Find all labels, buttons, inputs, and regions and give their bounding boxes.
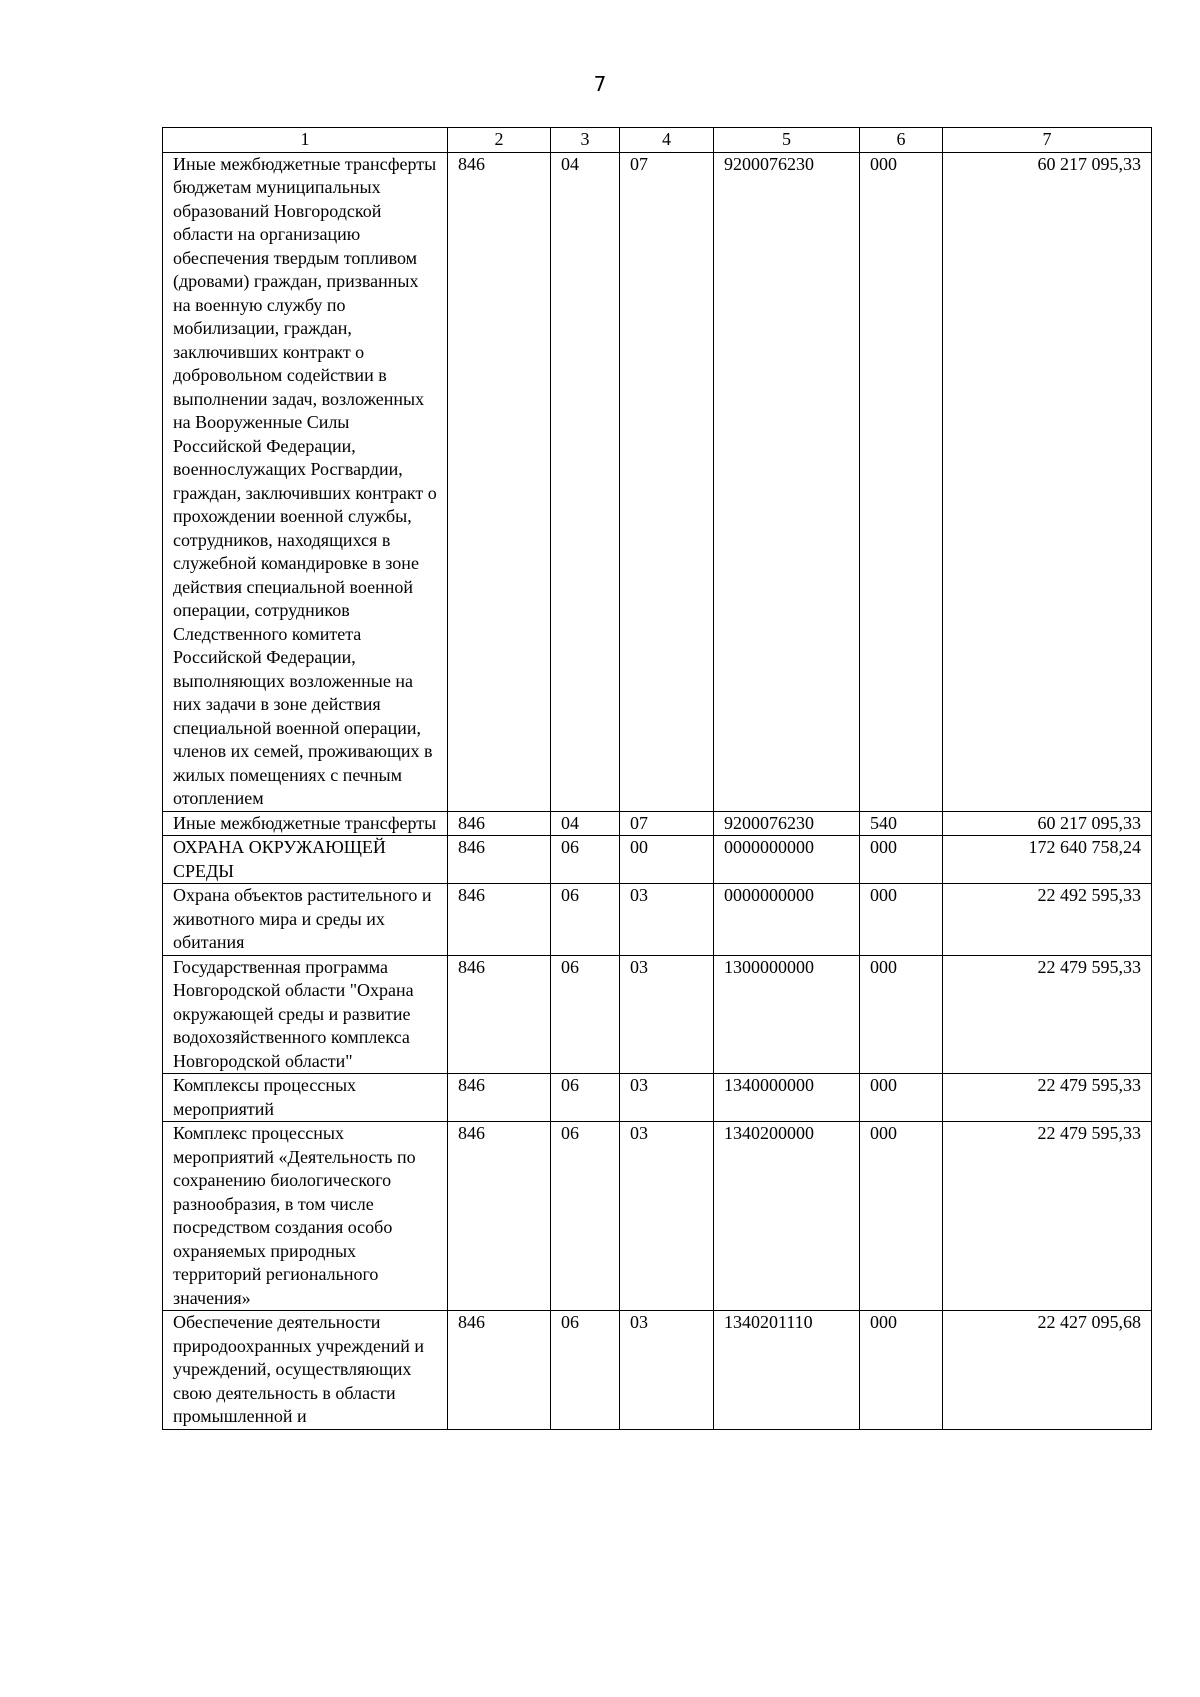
- code-expense-type: 000: [860, 1074, 943, 1122]
- row-amount: 60 217 095,33: [943, 811, 1152, 836]
- row-name: Комплексы процессных мероприятий: [163, 1074, 448, 1122]
- code-subsection: 03: [620, 1311, 714, 1430]
- row-name: Комплекс процессных мероприятий «Деятельность по сохранению биологического разнообразия, в том числе посредством создания особо охраняемых природных территорий регионального значения»: [163, 1122, 448, 1311]
- code-ministry: 846: [448, 1074, 551, 1122]
- code-target: 9200076230: [714, 152, 860, 811]
- row-amount: 22 427 095,68: [943, 1311, 1152, 1430]
- code-expense-type: 000: [860, 884, 943, 956]
- row-name: ОХРАНА ОКРУЖАЮЩЕЙ СРЕДЫ: [163, 836, 448, 884]
- code-ministry: 846: [448, 152, 551, 811]
- table-row: [163, 1122, 1152, 1311]
- row-amount: 22 479 595,33: [943, 1074, 1152, 1122]
- code-section: 06: [551, 955, 620, 1074]
- code-subsection: 03: [620, 955, 714, 1074]
- table-row: [163, 1074, 1152, 1122]
- code-subsection: 03: [620, 1122, 714, 1311]
- row-name: Обеспечение деятельности природоохранных учреждений и учреждений, осуществляющих свою деятельность в области промышленной и: [163, 1311, 448, 1430]
- row-name: Государственная программа Новгородской области "Охрана окружающей среды и развитие водохозяйственного комплекса Новгородской области": [163, 955, 448, 1074]
- code-subsection: 03: [620, 1074, 714, 1122]
- row-amount: 22 479 595,33: [943, 1122, 1152, 1311]
- code-ministry: 846: [448, 955, 551, 1074]
- code-subsection: 07: [620, 152, 714, 811]
- budget-table: [162, 127, 1152, 1430]
- column-header: 6: [860, 128, 943, 153]
- code-ministry: 846: [448, 811, 551, 836]
- table-row: [163, 811, 1152, 836]
- code-subsection: 07: [620, 811, 714, 836]
- code-expense-type: 000: [860, 1311, 943, 1430]
- page-number: 7: [593, 72, 607, 96]
- column-header: 7: [943, 128, 1152, 153]
- code-expense-type: 000: [860, 836, 943, 884]
- table-row: [163, 1311, 1152, 1430]
- row-amount: 22 479 595,33: [943, 955, 1152, 1074]
- row-amount: 60 217 095,33: [943, 152, 1152, 811]
- code-subsection: 00: [620, 836, 714, 884]
- table-row: [163, 955, 1152, 1074]
- code-expense-type: 540: [860, 811, 943, 836]
- code-ministry: 846: [448, 836, 551, 884]
- code-section: 06: [551, 1074, 620, 1122]
- column-header: 1: [163, 128, 448, 153]
- row-name: Иные межбюджетные трансферты бюджетам муниципальных образований Новгородской области на организацию обеспечения твердым топливом (дровами) граждан, призванных на военную службу по мобилизации, граждан, заключивших контракт о добровольном содействии в выполнении задач, возложенных на Вооруженные Силы Российской Федерации, военнослужащих Росгвардии, граждан, заключивших контракт о прохождении военной службы, сотрудников, находящихся в служебной командировке в зоне действия специальной военной операции, сотрудников Следственного комитета Российской Федерации, выполняющих возложенные на них задачи в зоне действия специальной военной операции, членов их семей, проживающих в жилых помещениях с печным отоплением: [163, 152, 448, 811]
- table-row: [163, 152, 1152, 811]
- code-section: 06: [551, 1122, 620, 1311]
- code-ministry: 846: [448, 1122, 551, 1311]
- code-target: 1340201110: [714, 1311, 860, 1430]
- row-amount: 172 640 758,24: [943, 836, 1152, 884]
- code-target: 1300000000: [714, 955, 860, 1074]
- column-header: 5: [714, 128, 860, 153]
- column-header: 2: [448, 128, 551, 153]
- column-header: 3: [551, 128, 620, 153]
- code-section: 04: [551, 811, 620, 836]
- row-amount: 22 492 595,33: [943, 884, 1152, 956]
- code-expense-type: 000: [860, 152, 943, 811]
- code-ministry: 846: [448, 1311, 551, 1430]
- table-row: [163, 836, 1152, 884]
- code-section: 04: [551, 152, 620, 811]
- code-ministry: 846: [448, 884, 551, 956]
- code-target: 1340200000: [714, 1122, 860, 1311]
- row-name: Охрана объектов растительного и животного мира и среды их обитания: [163, 884, 448, 956]
- code-target: 0000000000: [714, 884, 860, 956]
- code-subsection: 03: [620, 884, 714, 956]
- code-section: 06: [551, 884, 620, 956]
- code-expense-type: 000: [860, 1122, 943, 1311]
- code-target: 9200076230: [714, 811, 860, 836]
- header-row: [163, 128, 1152, 153]
- row-name: Иные межбюджетные трансферты: [163, 811, 448, 836]
- table-row: [163, 884, 1152, 956]
- code-section: 06: [551, 836, 620, 884]
- code-target: 1340000000: [714, 1074, 860, 1122]
- code-expense-type: 000: [860, 955, 943, 1074]
- code-target: 0000000000: [714, 836, 860, 884]
- code-section: 06: [551, 1311, 620, 1430]
- column-header: 4: [620, 128, 714, 153]
